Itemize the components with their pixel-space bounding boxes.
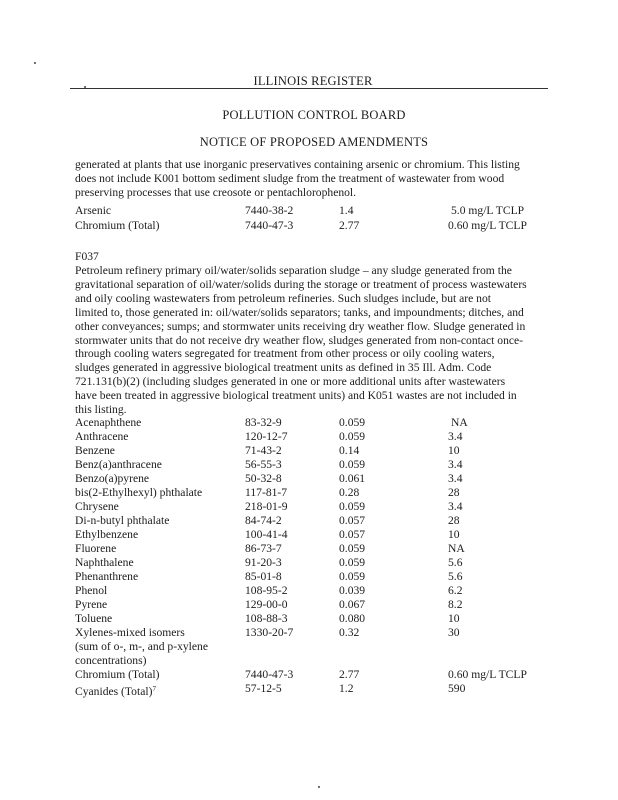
cas-number: 120-12-7 [245, 430, 288, 443]
notice-title: NOTICE OF PROPOSED AMENDMENTS [199, 135, 429, 149]
nonwastewater-limit: 590 [448, 682, 466, 695]
constituent-name: Benz(a)anthracene [75, 458, 162, 471]
cas-number: 218-01-9 [245, 500, 288, 513]
nonwastewater-limit: NA [451, 416, 468, 429]
constituent-name: Phenanthrene [75, 570, 139, 583]
constituent-name: Di-n-butyl phthalate [75, 514, 170, 527]
nonwastewater-limit: 0.60 mg/L TCLP [448, 218, 527, 232]
constituent-name: Ethylbenzene [75, 528, 139, 541]
wastewater-concentration: 0.059 [339, 430, 366, 443]
constituent-name: Benzo(a)pyrene [75, 472, 150, 485]
cas-number: 50-32-8 [245, 472, 282, 485]
wastewater-concentration: 0.32 [339, 626, 360, 639]
wastewater-concentration: 0.059 [339, 500, 366, 513]
cas-number: 7440-47-3 [245, 668, 294, 681]
cas-number: 129-00-0 [245, 598, 288, 611]
scan-speck [318, 786, 320, 788]
wastewater-concentration: 0.14 [339, 444, 360, 457]
constituent-name: Cyanides (Total)$^7$ [75, 685, 156, 698]
cas-number: 85-01-8 [245, 570, 282, 583]
board-title: POLLUTION CONTROL BOARD [222, 108, 406, 122]
nonwastewater-limit: 5.6 [448, 570, 463, 583]
cas-number: 57-12-5 [245, 682, 282, 695]
wastewater-concentration: 2.77 [339, 668, 360, 681]
nonwastewater-limit: 3.4 [448, 458, 463, 471]
wastewater-concentration: 0.28 [339, 486, 360, 499]
waste-code: F037 [75, 250, 99, 263]
cas-number: 7440-47-3 [245, 218, 294, 232]
wastewater-concentration: 0.059 [339, 542, 366, 555]
constituent-name: Xylenes-mixed isomers [75, 626, 185, 639]
constituent-name: Arsenic [75, 204, 112, 217]
nonwastewater-limit: 0.60 mg/L TCLP [448, 668, 527, 681]
intro-paragraph: generated at plants that use inorganic preservatives containing arsenic or chromium. This listing does not include K001 bottom sediment sludge from the treatment of wastewater from wood preserving processes that use creosote or pentachlorophenol. [75, 158, 520, 199]
wastewater-concentration: 0.059 [339, 458, 366, 471]
nonwastewater-limit: 10 [448, 444, 460, 457]
nonwastewater-limit: 28 [448, 514, 460, 527]
scan-speck [34, 62, 36, 64]
constituent-name: Anthracene [75, 430, 129, 443]
cas-number: 84-74-2 [245, 514, 282, 527]
constituent-name: Chromium (Total) [75, 668, 160, 681]
cas-number: 91-20-3 [245, 556, 282, 569]
constituent-name: Chrysene [75, 500, 119, 513]
constituent-name: Pyrene [75, 598, 108, 611]
cas-number: 86-73-7 [245, 542, 282, 555]
wastewater-concentration: 0.059 [339, 556, 366, 569]
cas-number: 7440-38-2 [245, 204, 294, 217]
wastewater-concentration: 0.067 [339, 598, 366, 611]
wastewater-concentration: 1.4 [339, 204, 354, 217]
wastewater-concentration: 0.061 [339, 472, 366, 485]
nonwastewater-limit: 8.2 [448, 598, 463, 611]
wastewater-concentration: 0.059 [339, 570, 366, 583]
constituent-name: Acenaphthene [75, 416, 142, 429]
wastewater-concentration: 0.057 [339, 514, 366, 527]
nonwastewater-limit: 6.2 [448, 584, 463, 597]
nonwastewater-limit: 10 [448, 612, 460, 625]
constituent-name: Fluorene [75, 542, 117, 555]
constituent-name: concentrations) [75, 654, 147, 667]
nonwastewater-limit: 5.6 [448, 556, 463, 569]
nonwastewater-limit: 3.4 [448, 500, 463, 513]
constituent-name: Phenol [75, 584, 108, 597]
register-title: ILLINOIS REGISTER [253, 74, 373, 88]
nonwastewater-limit: 3.4 [448, 472, 463, 485]
constituent-name: Chromium (Total) [75, 218, 160, 232]
cas-number: 71-43-2 [245, 444, 282, 457]
footnote-marker: 7 [152, 685, 156, 693]
constituent-name: bis(2-Ethylhexyl) phthalate [75, 486, 203, 499]
constituent-name: Toluene [75, 612, 113, 625]
cas-number: 117-81-7 [245, 486, 288, 499]
nonwastewater-limit: NA [448, 542, 465, 555]
wastewater-concentration: 0.039 [339, 584, 366, 597]
constituent-name: Benzene [75, 444, 115, 457]
nonwastewater-limit: 3.4 [448, 430, 463, 443]
nonwastewater-limit: 28 [448, 486, 460, 499]
cas-number: 56-55-3 [245, 458, 282, 471]
constituent-name: Naphthalene [75, 556, 134, 569]
cas-number: 108-88-3 [245, 612, 288, 625]
nonwastewater-limit: 30 [448, 626, 460, 639]
wastewater-concentration: 1.2 [339, 682, 354, 695]
cas-number: 1330-20-7 [245, 626, 294, 639]
wastewater-concentration: 0.057 [339, 528, 366, 541]
wastewater-concentration: 0.059 [339, 416, 366, 429]
wastewater-concentration: 2.77 [339, 218, 360, 232]
constituent-name: (sum of o-, m-, and p-xylene [75, 640, 208, 653]
waste-description: Petroleum refinery primary oil/water/solids separation sludge – any sludge generated from the gravitational separation of oil/water/solids during the storage or treatment of process wastewaters and oily cooling wastewaters from petroleum refineries. Such sludges include, but are not limited to, those generated in: oil/water/solids separators; tanks, and impoundments; ditches, and other conveyances; sumps; and stormwater units receiving dry weather flow. Sludge generated in stormwater units that do not receive dry weather flow, sludges generated from non-contact once- through cooling waters segregated for treatment from other process or oily cooling waters, sludges generated in aggressive biological treatment units as defined in 35 Ill. Adm. Code 721.131(b)(2) (including sludges generated in one or more additional units after wastewaters have been treated in aggressive biological treatment units) and K051 wastes are not included in this listing. [75, 264, 527, 417]
cas-number: 100-41-4 [245, 528, 288, 541]
nonwastewater-limit: 10 [448, 528, 460, 541]
cas-number: 83-32-9 [245, 416, 282, 429]
nonwastewater-limit: 5.0 mg/L TCLP [451, 204, 525, 217]
header-rule [70, 88, 548, 89]
wastewater-concentration: 0.080 [339, 612, 366, 625]
cas-number: 108-95-2 [245, 584, 288, 597]
